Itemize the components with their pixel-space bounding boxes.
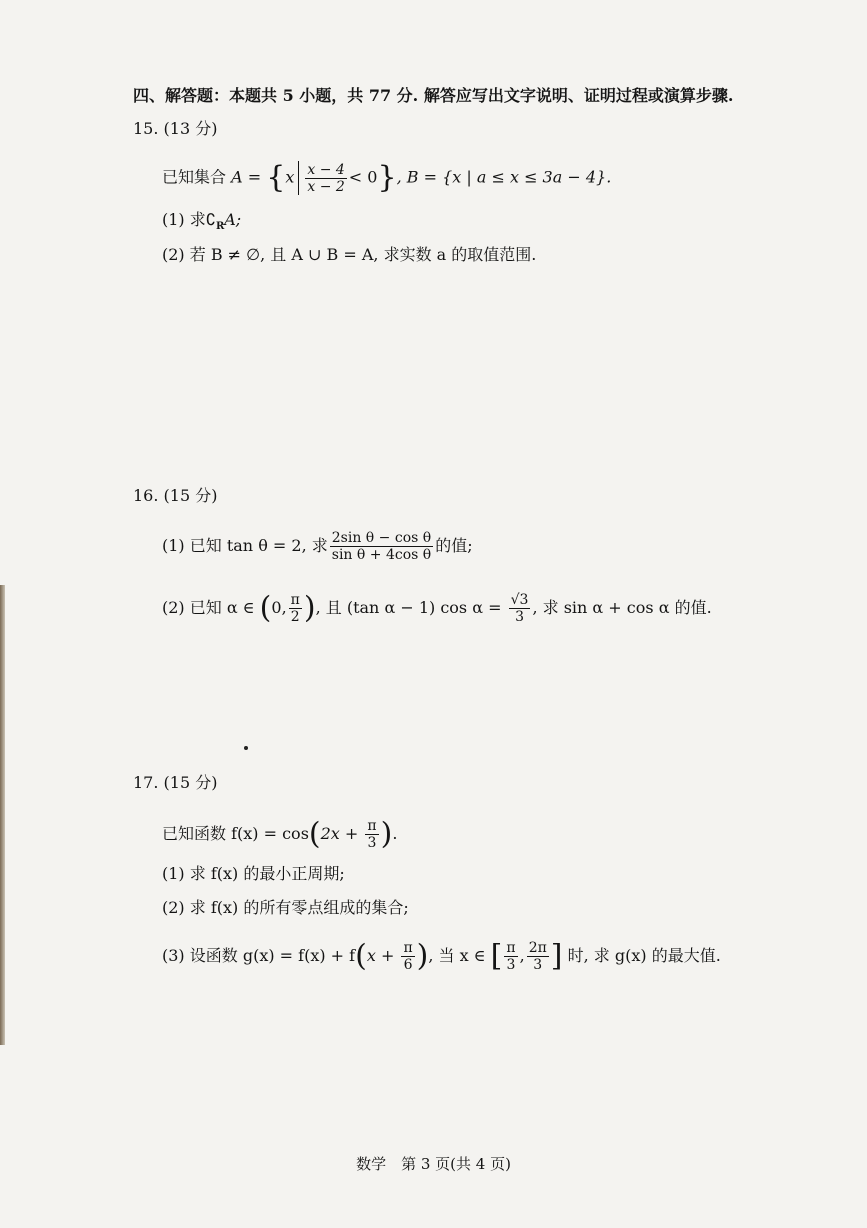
q16-header: 16. (15 分) — [133, 486, 218, 505]
q17-six: 6 — [403, 957, 413, 973]
q17-pi-sixth — [401, 940, 414, 973]
q15-frac-den: x − 2 — [307, 178, 345, 195]
q16-part2-mid: , 且 (tan α − 1) cos α = — [315, 598, 507, 617]
q17-part3-text: (3) 设函数 g(x) = f(x) + f — [162, 946, 356, 965]
q16-part2 — [162, 592, 712, 625]
q17-pi-third — [365, 818, 378, 851]
q16-interval-start: 0, — [271, 598, 287, 617]
q17-part3: (3) 设函数 g(x) = f(x) + f(x + $\frac{\pi}{6}$ ), 当 x ∈ [ $\frac{\pi}{3}$ , $\frac{2\pi}{3}$ ] 时, 求 g(x) 的最大值. — [162, 938, 721, 974]
q15-part1-text: (1) 求∁ — [162, 210, 216, 229]
q15-stem — [162, 161, 611, 195]
q15-set-var: x — [285, 167, 295, 187]
q16-part2-text: (2) 已知 α ∈ — [162, 598, 260, 617]
q15-frac-num: x − 4 — [307, 161, 345, 178]
q16-sqrt3-over-3 — [509, 592, 531, 625]
q17-int-pi: π — [506, 940, 516, 956]
q17-close-paren: ) — [380, 816, 393, 852]
q16-frac-den: sin θ + 4cos θ — [331, 547, 432, 563]
scan-edge-shadow — [0, 585, 5, 1045]
q17-close-bracket: ] — [550, 938, 563, 974]
q17-p3-arg: x + — [366, 946, 400, 965]
page-footer: 数学 第 3 页(共 4 页) — [356, 1155, 511, 1173]
q16-part1-text: (1) 已知 tan θ = 2, 求 — [162, 536, 328, 555]
q17-stem-text: 已知函数 f(x) = cos — [162, 824, 309, 843]
q17-arg: 2x + — [320, 824, 364, 843]
q15-set-b: , B = {x | a ≤ x ≤ 3a − 4}. — [396, 167, 612, 187]
q17-p3-pi: π — [403, 940, 413, 956]
q17-header: 17. (15 分) — [133, 773, 218, 792]
q17-open-bracket: [ — [490, 938, 503, 974]
section-heading: 四、解答题：本题共 5 小题，共 77 分. 解答应写出文字说明、证明过程或演算步骤. — [133, 86, 734, 105]
q16-frac-num: 2sin θ − cos θ — [331, 530, 432, 546]
q15-part2: (2) 若 B ≠ ∅, 且 A ∪ B = A, 求实数 a 的取值范围. — [162, 245, 537, 264]
q17-pi: π — [367, 818, 377, 834]
q16-part1 — [162, 530, 473, 563]
q15-inequality: < 0 — [348, 167, 378, 187]
q17-three: 3 — [367, 835, 377, 851]
q15-part1-tail: A; — [224, 210, 242, 229]
q17-int-three: 3 — [506, 957, 516, 973]
q16-two: 2 — [290, 609, 300, 625]
q16-fraction — [330, 530, 433, 563]
q17-interval-right — [527, 940, 549, 973]
q17-part3-mid: , 当 x ∈ — [428, 946, 491, 965]
q16-part1-tail: 的值; — [435, 536, 473, 555]
q17-part3-tail: 时, 求 g(x) 的最大值. — [562, 946, 721, 965]
q15-stem-text: 已知集合 — [162, 167, 232, 187]
q16-open-paren: ( — [259, 590, 272, 626]
q15-set-a-label: A = — [231, 167, 267, 187]
q17-int-three-b: 3 — [533, 957, 543, 973]
q16-three: 3 — [515, 609, 524, 625]
q15-header: 15. (13 分) — [133, 119, 218, 138]
q17-interval-left — [504, 940, 517, 973]
q17-p3-close-paren: ) — [416, 938, 429, 974]
q17-part1: (1) 求 f(x) 的最小正周期; — [162, 864, 345, 883]
q17-open-paren: ( — [308, 816, 321, 852]
q15-part1-sub: R — [215, 221, 225, 233]
q16-part2-tail: , 求 sin α + cos α 的值. — [532, 598, 712, 617]
q15-right-brace: } — [377, 160, 397, 195]
q16-sqrt3: √3 — [510, 592, 529, 608]
q16-pi-half — [289, 592, 302, 625]
q17-stem — [162, 818, 397, 851]
q17-part2: (2) 求 f(x) 的所有零点组成的集合; — [162, 898, 409, 917]
scan-speck — [244, 746, 248, 750]
q17-stem-tail: . — [392, 824, 398, 843]
q15-set-bar — [298, 161, 299, 195]
q16-pi: π — [290, 592, 300, 608]
q16-close-paren: ) — [303, 590, 316, 626]
q15-part1 — [162, 208, 241, 239]
q15-left-brace: { — [266, 160, 286, 195]
q17-p3-open-paren: ( — [355, 938, 367, 974]
q15-fraction — [305, 162, 346, 195]
q17-two-pi: 2π — [528, 940, 547, 956]
